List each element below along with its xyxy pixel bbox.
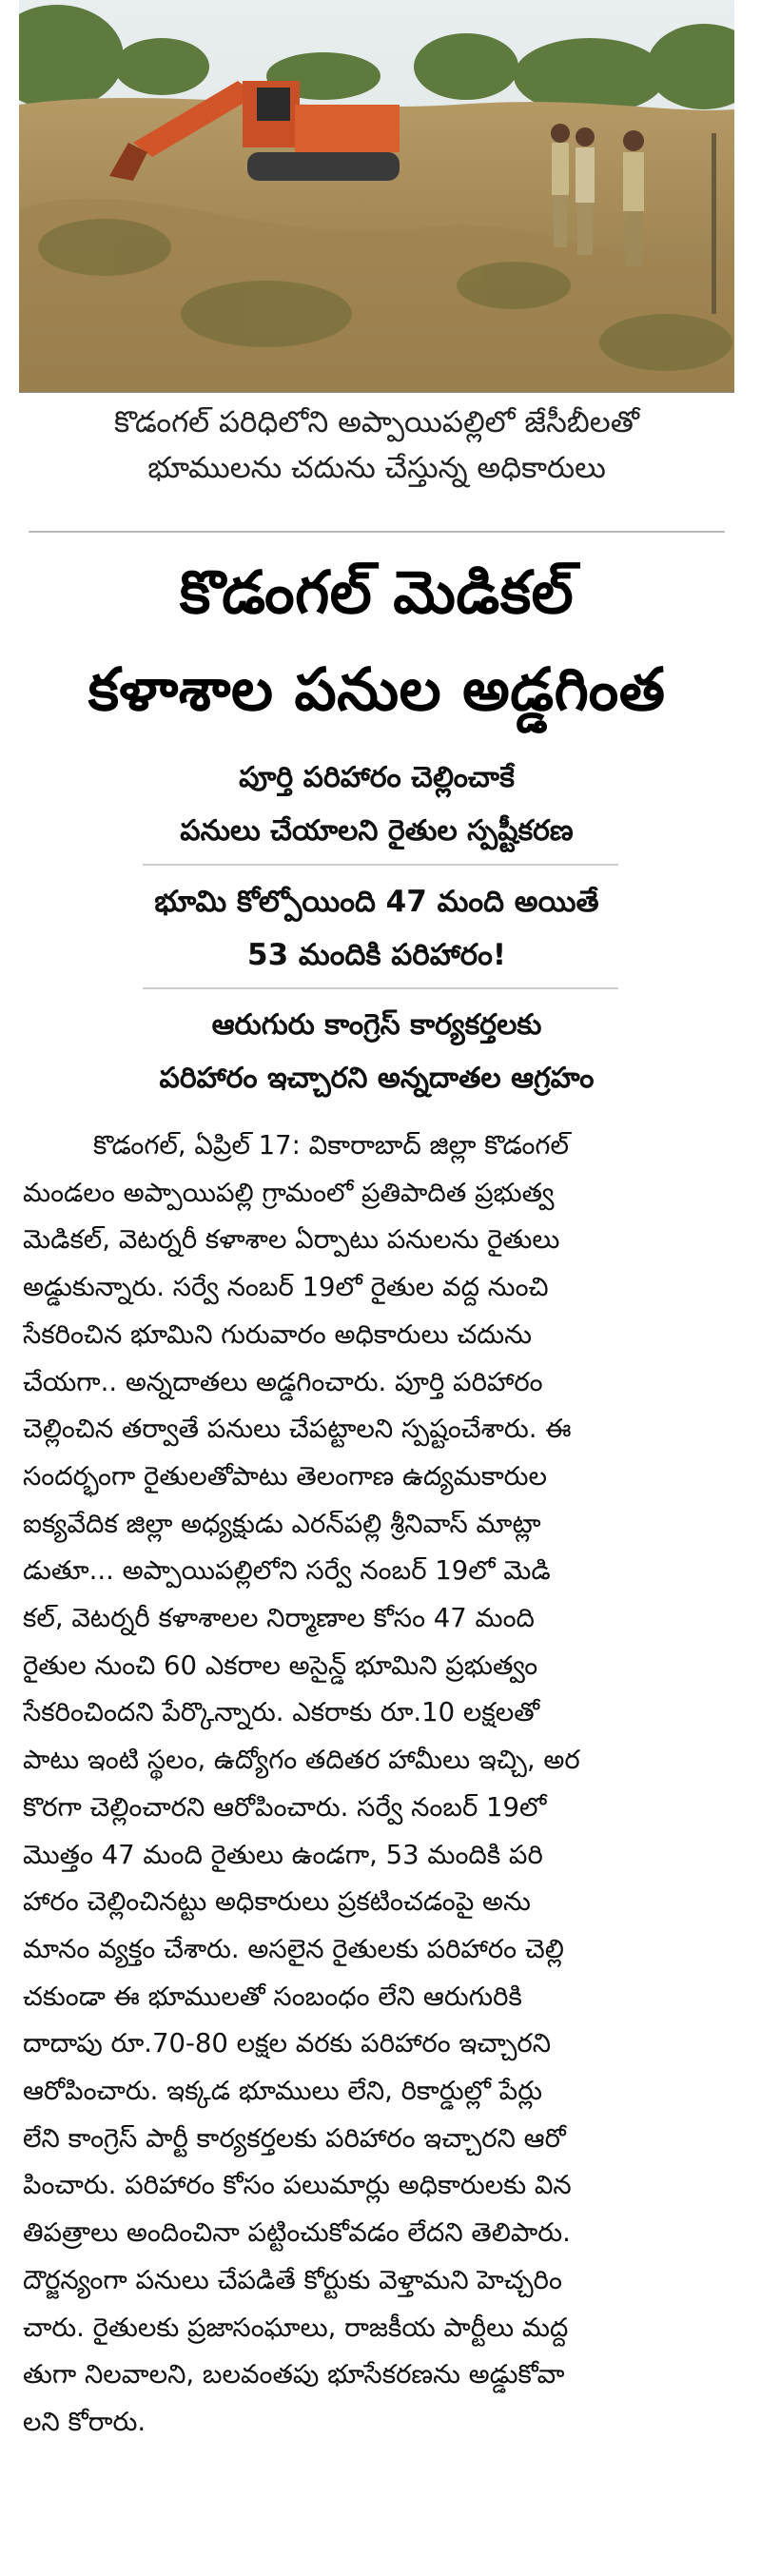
photo-caption bbox=[19, 400, 734, 491]
subheading-line: 53 మందికి పరిహారం! bbox=[247, 938, 506, 972]
body-text-line: మొత్తం 47 మంది రైతులు ఉండగా, 53 మందికి పరి bbox=[23, 1839, 543, 1870]
body-text-line: పించారు. పరిహారం కోసం పలుమార్లు అధికారులకు విన bbox=[23, 2170, 572, 2201]
body-text-line: కొరగా చెల్లించారని ఆరోపించారు. సర్వే నంబర్ 19లో bbox=[23, 1791, 547, 1823]
article-body bbox=[23, 1122, 738, 2447]
subheading-3 bbox=[19, 999, 734, 1105]
body-text-line: హారం చెల్లించినట్టు అధికారులు ప్రకటించడంపై అను bbox=[23, 1886, 531, 1918]
body-text-line: కల్, వెటర్నరీ కళాశాలల నిర్మాణాల కోసం 47 మంది bbox=[23, 1603, 535, 1634]
article-headline bbox=[19, 544, 734, 738]
subheading-line: పరిహారం ఇచ్చారని అన్నదాతల ఆగ్రహం bbox=[159, 1062, 595, 1095]
subheading-line: భూమి కోల్పోయింది 47 మంది అయితే bbox=[154, 885, 599, 919]
body-text-line: సేకరించిన భూమిని గురువారం అధికారులు చదును bbox=[23, 1318, 532, 1350]
headline-line: కొడంగల్ మెడికల్ bbox=[179, 557, 575, 627]
body-text-line: తిపత్రాలు అందించినా పట్టించుకోవడం లేదని తెలిపారు. bbox=[23, 2217, 571, 2249]
body-text-line: దౌర్జన్యంగా పనులు చేపడితే కోర్టుకు వెళ్తామని హెచ్చరిం bbox=[23, 2264, 562, 2295]
body-text-line: ఆరోపించారు. ఇక్కడ భూములు లేని, రికార్డుల్లో పేర్లు bbox=[23, 2076, 543, 2107]
subheading-line: పూర్తి పరిహారం చెల్లించాకే bbox=[239, 761, 515, 794]
body-text-line: రైతుల నుంచి 60 ఎకరాల అసైన్డ్ భూమిని ప్రభుత్వం bbox=[23, 1649, 538, 1681]
body-text-line: మెడికల్, వెటర్నరీ కళాశాల ఏర్పాటు పనులను రైతులు bbox=[23, 1224, 560, 1256]
body-text-line: దాదాపు రూ.70-80 లక్షల వరకు పరిహారం ఇచ్చారని bbox=[23, 2028, 552, 2059]
body-text-line: మానం వ్యక్తం చేశారు. అసలైన రైతులకు పరిహారం చెల్లి bbox=[23, 1933, 564, 1964]
body-text-line: ఐక్యవేదిక జిల్లా అధ్యక్షుడు ఎరన్‌పల్లి శ్రీనివాస్ మాట్లా bbox=[23, 1508, 541, 1539]
body-text-line: సందర్భంగా రైతులతోపాటు తెలంగాణ ఉద్యమకారుల bbox=[23, 1460, 548, 1492]
headline-line: కళాశాల పనుల అడ్డగింత bbox=[88, 654, 666, 724]
body-text-line: కొడంగల్, ఏప్రిల్ 17: వికారాబాద్ జిల్లా కొడంగల్ bbox=[93, 1130, 569, 1161]
body-text-line: మండలం అప్పాయిపల్లి గ్రామంలో ప్రతిపాదిత ప్రభుత్వ bbox=[23, 1177, 555, 1208]
body-text-line: డుతూ... అప్పాయిపల్లిలోని సర్వే నంబర్ 19లో మెడి bbox=[23, 1555, 551, 1587]
body-text-line: తుగా నిలవాలని, బలవంతపు భూసేకరణను అడ్డుకోవా bbox=[23, 2359, 565, 2391]
body-text-line: పాటు ఇంటి స్థలం, ఉద్యోగం తదితర హామీలు ఇచ్చి, అర bbox=[23, 1745, 580, 1776]
excavator-field-photo-icon bbox=[19, 0, 734, 392]
body-text-line: చెల్లించిన తర్వాతే పనులు చేపట్టాలని స్పష్టంచేశారు. ఈ bbox=[23, 1414, 572, 1445]
body-text-line: చారు. రైతులకు ప్రజాసంఘాలు, రాజకీయ పార్టీలు మద్ద bbox=[23, 2312, 569, 2343]
subheading-2 bbox=[19, 875, 734, 982]
caption-divider bbox=[29, 531, 725, 533]
subheading-divider bbox=[143, 987, 618, 989]
body-text-line: చేయగా.. అన్నదాతలు అడ్డగించారు. పూర్తి పరిహారం bbox=[23, 1366, 543, 1397]
body-text-line: లేని కాంగ్రెస్ పార్టీ కార్యకర్తలకు పరిహారం ఇచ్చారని ఆరో bbox=[23, 2122, 566, 2154]
subheading-line: ఆరుగురు కాంగ్రెస్ కార్యకర్తలకు bbox=[211, 1008, 542, 1042]
subheading-1 bbox=[19, 751, 734, 858]
subheading-line: పనులు చేయాలని రైతుల స్పష్టీకరణ bbox=[180, 814, 574, 848]
caption-line: భూములను చదును చేస్తున్న అధికారులు bbox=[147, 451, 606, 485]
caption-line: కొడంగల్ పరిధిలోని అప్పాయిపల్లిలో జేసీబీలతో bbox=[114, 405, 639, 439]
article-photo bbox=[19, 0, 734, 393]
body-text-line: సేకరించిందని పేర్కొన్నారు. ఎకరాకు రూ.10 లక్షలతో bbox=[23, 1697, 540, 1728]
body-text-line: చకుండా ఈ భూములతో సంబంధం లేని ఆరుగురికి bbox=[23, 1981, 522, 2012]
body-text-line: అడ్డుకున్నారు. సర్వే నంబర్ 19లో రైతుల వద్ద నుంచి bbox=[23, 1272, 549, 1303]
subheading-divider bbox=[143, 864, 618, 866]
body-text-line: లని కోరారు. bbox=[23, 2406, 146, 2437]
